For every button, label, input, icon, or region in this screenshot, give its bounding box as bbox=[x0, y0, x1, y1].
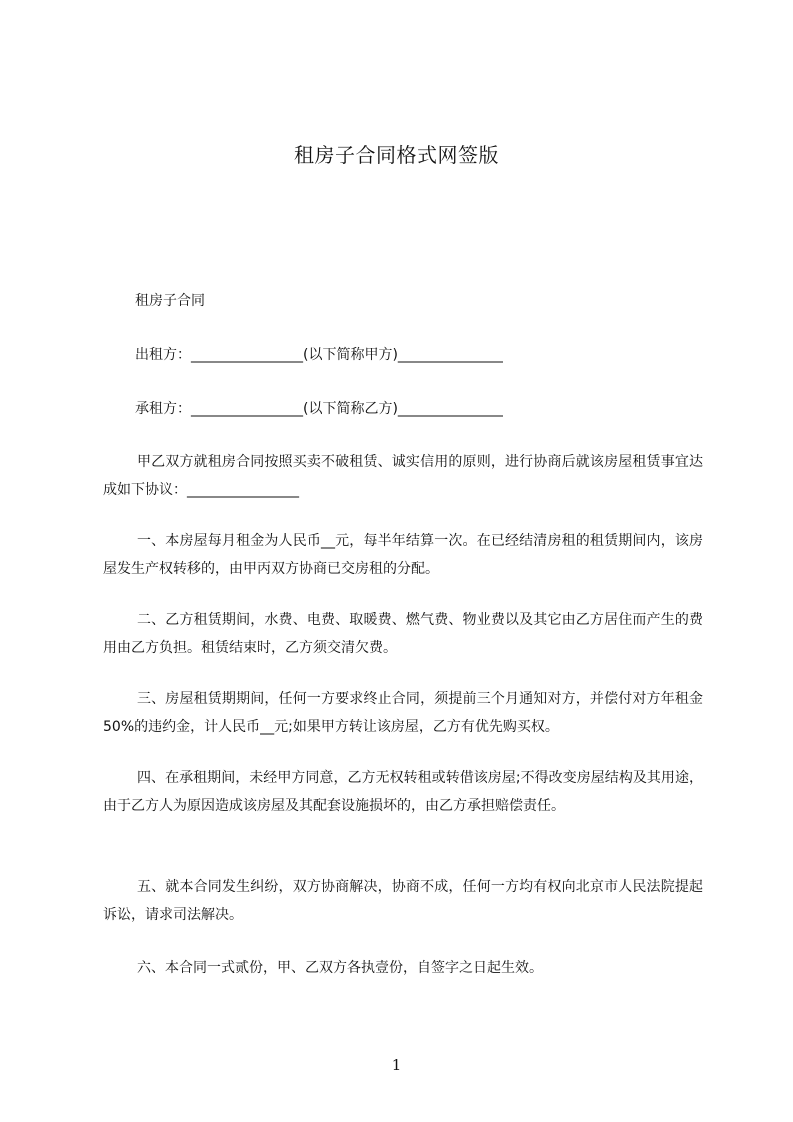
clause-paragraph-1: 一、本房屋每月租金为人民币__元，每半年结算一次。在已经结清房租的租赁期间内，该房屋发生产权转移的，由甲丙双方协商已交房租的分配。 bbox=[103, 533, 703, 577]
clause-paragraph-2: 二、乙方租赁期间，水费、电费、取暖费、燃气费、物业费以及其它由乙方居住而产生的费用由乙方负担。租赁结束时，乙方须交清欠费。 bbox=[103, 612, 703, 656]
clause-paragraph-4: 四、在承租期间，未经甲方同意，乙方无权转租或转借该房屋;不得改变房屋结构及其用途，由于乙方人为原因造成该房屋及其配套设施损坏的，由乙方承担赔偿责任。 bbox=[103, 770, 703, 814]
lessor-line: 出租方：________________(以下简称甲方)_______________ bbox=[135, 347, 503, 363]
clause-paragraph-5: 五、就本合同发生纠纷，双方协商解决，协商不成，任何一方均有权向北京市人民法院提起诉讼，请求司法解决。 bbox=[103, 879, 703, 923]
document-title: 租房子合同格式网签版 bbox=[294, 143, 499, 167]
page-number: 1 bbox=[391, 1056, 402, 1074]
clause-paragraph-3: 三、房屋租赁期期间，任何一方要求终止合同，须提前三个月通知对方，并偿付对方年租金 50%的违约金，计人民币__元;如果甲方转让该房屋，乙方有优先购买权。 bbox=[103, 691, 703, 735]
lessee-line: 承租方：________________(以下简称乙方)_______________ bbox=[135, 401, 503, 417]
clause-paragraph-6: 六、本合同一式贰份，甲、乙双方各执壹份，自签字之日起生效。 bbox=[137, 960, 543, 976]
intro-paragraph: 甲乙双方就租房合同按照买卖不破租赁、诚实信用的原则，进行协商后就该房屋租赁事宜达成如下协议：________________ bbox=[103, 454, 703, 498]
contract-heading: 租房子合同 bbox=[135, 293, 205, 309]
